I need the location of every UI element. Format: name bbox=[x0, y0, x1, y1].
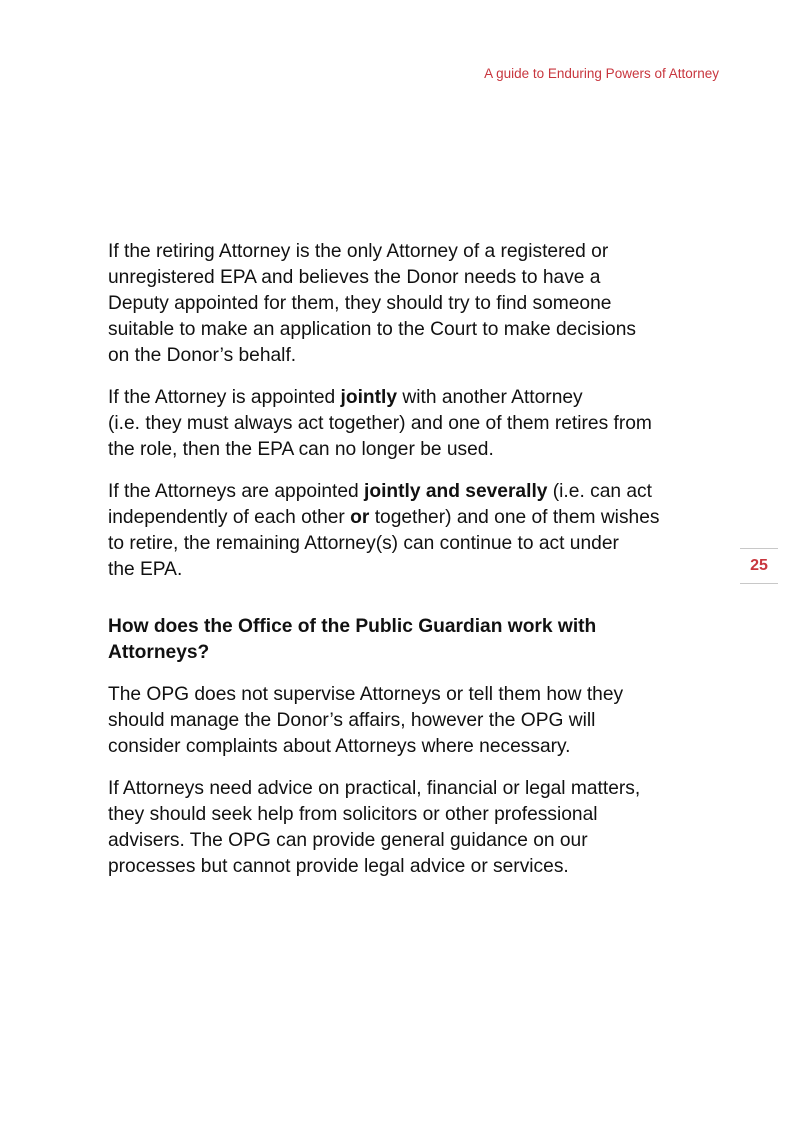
text-line: they should seek help from solicitors or other professional bbox=[108, 804, 598, 825]
bold-term-jointly: jointly bbox=[340, 387, 398, 408]
text-run: If the Attorney is appointed bbox=[108, 387, 341, 408]
bold-term-jointly-and-severally: jointly and severally bbox=[364, 481, 548, 502]
text-line: the EPA. bbox=[108, 559, 183, 580]
text-line: Deputy appointed for them, they should try to find someone bbox=[108, 293, 612, 314]
text-line: to retire, the remaining Attorney(s) can continue to act under bbox=[108, 533, 619, 554]
text-line: (i.e. they must always act together) and one of them retires from bbox=[108, 413, 652, 434]
text-line: the role, then the EPA can no longer be used. bbox=[108, 439, 494, 460]
text-line: on the Donor’s behalf. bbox=[108, 345, 297, 366]
text-run: (i.e. can act bbox=[547, 481, 652, 502]
heading-line: How does the Office of the Public Guardian work with bbox=[108, 616, 597, 637]
section-heading bbox=[108, 614, 728, 666]
paragraph-opg-supervision bbox=[108, 682, 728, 760]
paragraph-advice bbox=[108, 776, 728, 880]
text-line: processes but cannot provide legal advice or services. bbox=[108, 856, 569, 877]
text-run: together) and one of them wishes bbox=[369, 507, 660, 528]
text-line: consider complaints about Attorneys where necessary. bbox=[108, 736, 571, 757]
bold-term-or: or bbox=[350, 507, 370, 528]
paragraph-jointly-appointed bbox=[108, 385, 728, 463]
text-run: with another Attorney bbox=[397, 387, 583, 408]
text-line bbox=[108, 479, 728, 505]
paragraph-jointly-and-severally bbox=[108, 479, 728, 583]
text-run: If the Attorneys are appointed bbox=[108, 481, 365, 502]
text-line: If Attorneys need advice on practical, financial or legal matters, bbox=[108, 778, 641, 799]
text-line: advisers. The OPG can provide general guidance on our bbox=[108, 830, 588, 851]
heading-line: Attorneys? bbox=[108, 642, 210, 663]
text-run: independently of each other bbox=[108, 507, 351, 528]
text-line: The OPG does not supervise Attorneys or tell them how they bbox=[108, 684, 624, 705]
running-header: A guide to Enduring Powers of Attorney bbox=[484, 66, 719, 81]
page-number-box bbox=[740, 548, 778, 584]
paragraph-retiring-sole-attorney bbox=[108, 239, 728, 369]
text-line: unregistered EPA and believes the Donor needs to have a bbox=[108, 267, 601, 288]
text-line: If the retiring Attorney is the only Attorney of a registered or bbox=[108, 241, 609, 262]
text-line: should manage the Donor’s affairs, however the OPG will bbox=[108, 710, 596, 731]
text-line bbox=[108, 505, 728, 531]
page-content bbox=[108, 239, 728, 896]
text-line: suitable to make an application to the Court to make decisions bbox=[108, 319, 636, 340]
text-line bbox=[108, 385, 728, 411]
page-number: 25 bbox=[750, 557, 768, 574]
